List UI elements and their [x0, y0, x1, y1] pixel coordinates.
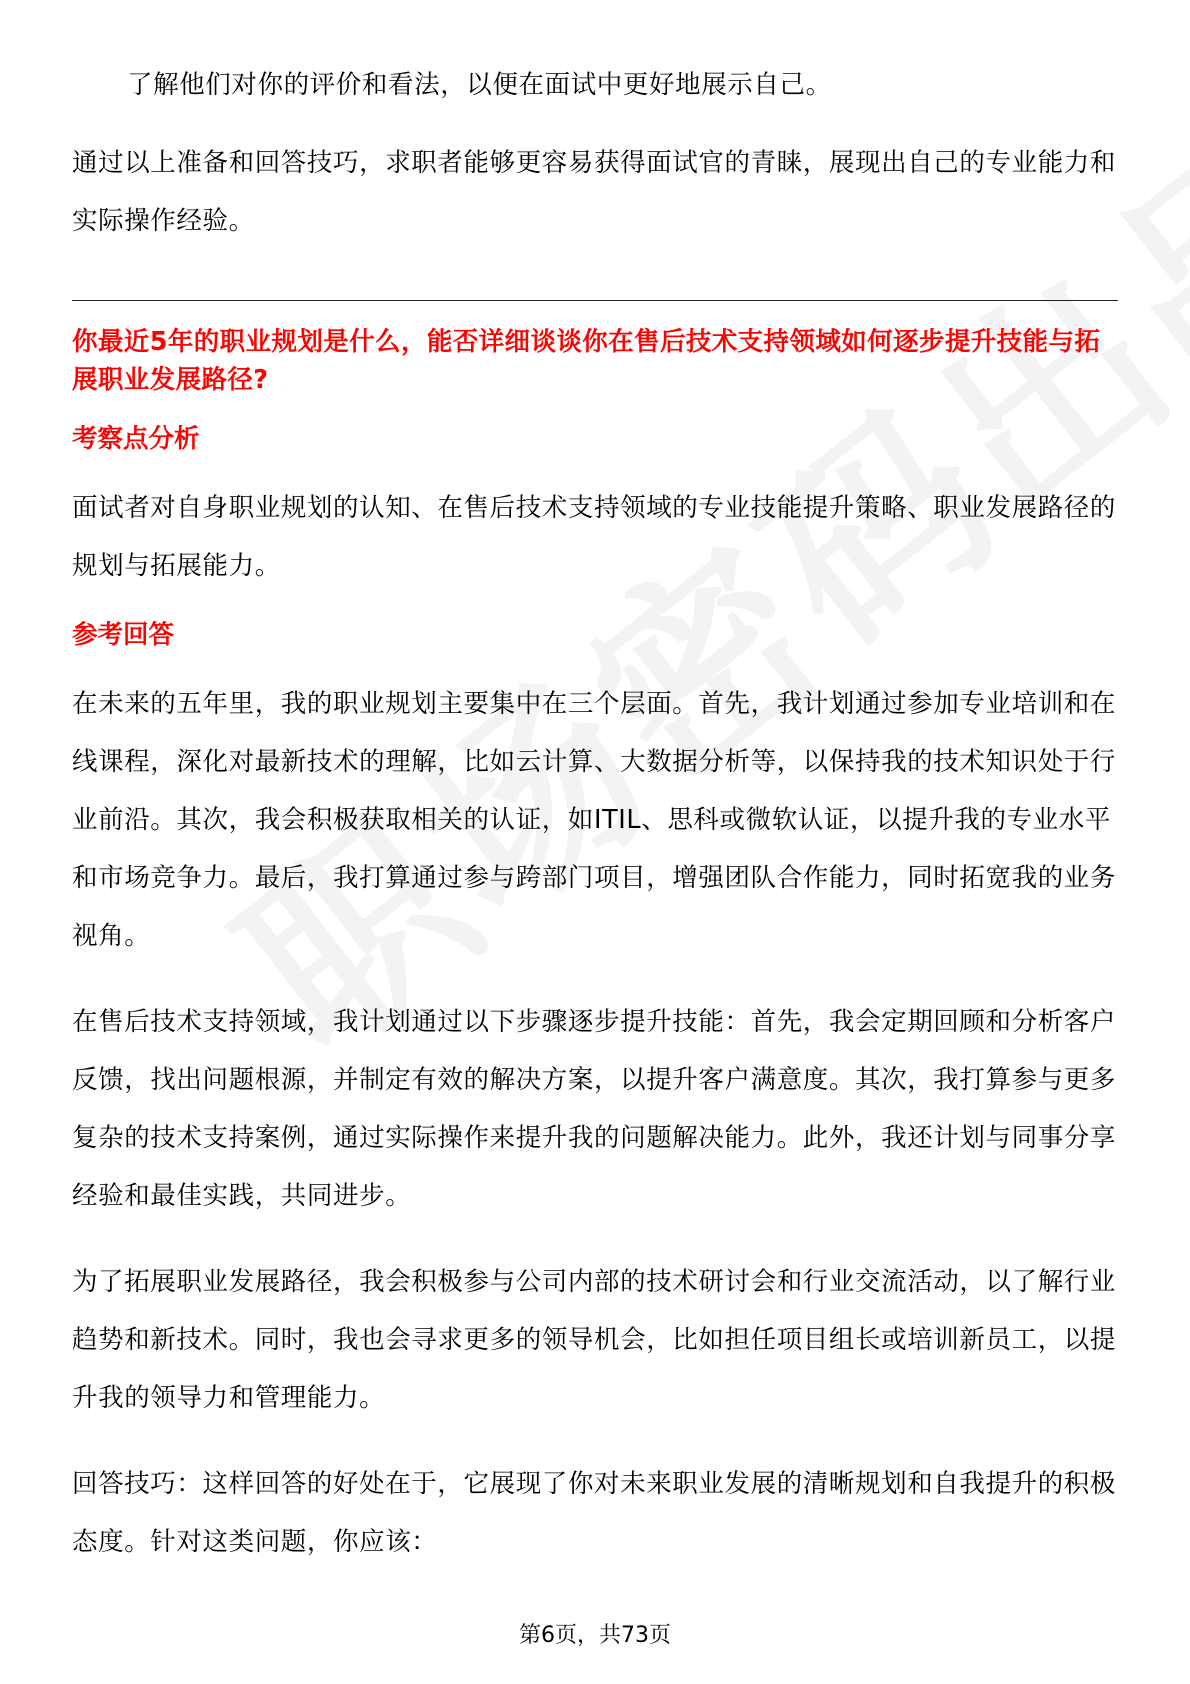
- answer-heading: 参考回答: [72, 620, 175, 650]
- page-number: 第6页，共73页: [519, 1623, 671, 1648]
- page-content: [72, 56, 1118, 1571]
- intro-summary: 通过以上准备和回答技巧，求职者能够更容易获得面试官的青睐，展现出自己的专业能力和实际操作经验。: [72, 148, 1117, 236]
- answer-paragraph: 在售后技术支持领域，我计划通过以下步骤逐步提升技能：首先，我会定期回顾和分析客户反馈，找出问题根源，并制定有效的解决方案，以提升客户满意度。其次，我打算参与更多复杂的技术支持案例，通过实际操作来提升我的问题解决能力。此外，我还计划与同事分享经验和最佳实践，共同进步。: [72, 1007, 1117, 1211]
- analysis-text: 面试者对自身职业规划的认知、在售后技术支持领域的专业技能提升策略、职业发展路径的规划与拓展能力。: [72, 493, 1117, 581]
- answer-paragraph: 在未来的五年里，我的职业规划主要集中在三个层面。首先，我计划通过参加专业培训和在线课程，深化对最新技术的理解，比如云计算、大数据分析等，以保持我的技术知识处于行业前沿。其次，我会积极获取相关的认证，如ITIL、思科或微软认证，以提升我的专业水平和市场竞争力。最后，我打算通过参与跨部门项目，增强团队合作能力，同时拓宽我的业务视角。: [72, 689, 1117, 951]
- analysis-heading: 考察点分析: [72, 424, 200, 454]
- answer-tips-paragraph: 回答技巧：这样回答的好处在于，它展现了你对未来职业发展的清晰规划和自我提升的积极态度。针对这类问题，你应该：: [72, 1469, 1117, 1557]
- question-title: 你最近5年的职业规划是什么，能否详细谈谈你在售后技术支持领域如何逐步提升技能与拓展职业发展路径?: [72, 327, 1101, 395]
- section-divider: [72, 300, 1118, 301]
- intro-indented-line: 了解他们对你的评价和看法，以便在面试中更好地展示自己。: [127, 70, 832, 100]
- answer-paragraph: 为了拓展职业发展路径，我会积极参与公司内部的技术研讨会和行业交流活动，以了解行业趋势和新技术。同时，我也会寻求更多的领导机会，比如担任项目组长或培训新员工，以提升我的领导力和管理能力。: [72, 1267, 1117, 1413]
